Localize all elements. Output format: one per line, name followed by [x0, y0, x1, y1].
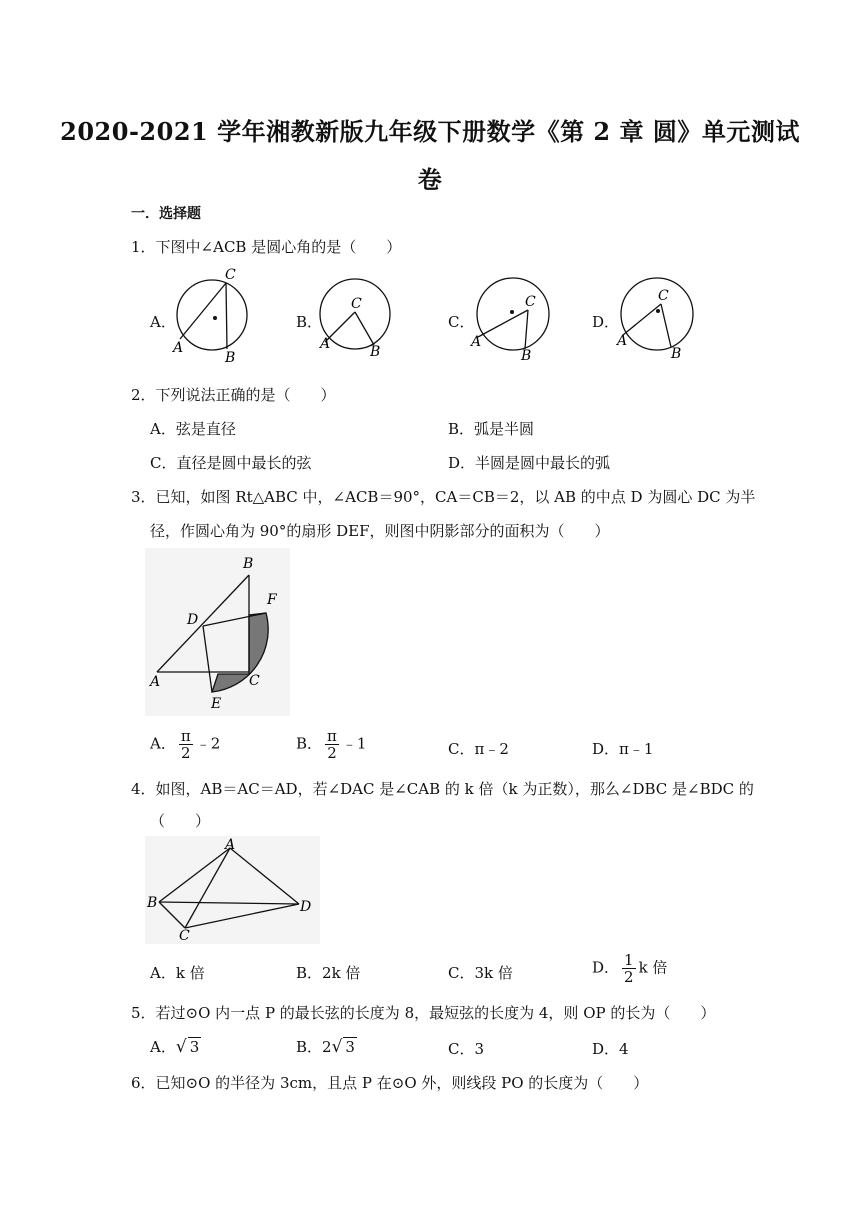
page-title-line1: 2020-2021 学年湘教新版九年级下册数学《第 2 章 圆》单元测试 [60, 117, 800, 146]
svg-text:F: F [267, 592, 277, 608]
question-3-number: 3． [131, 488, 156, 506]
question-2 [131, 384, 336, 405]
question-2-text: 下列说法正确的是（ ） [155, 386, 336, 404]
question-6 [131, 1072, 648, 1093]
svg-text:A: A [150, 674, 161, 690]
q3-option-c: C．π﹣2 [448, 740, 509, 758]
svg-text:C: C [525, 294, 536, 310]
q1-figure-b [315, 272, 400, 362]
svg-text:A: A [225, 837, 236, 853]
q5-option-b: B．2√ 3 [296, 1037, 355, 1057]
svg-text:C: C [249, 673, 260, 689]
svg-text:C: C [179, 928, 190, 944]
question-4-line1 [131, 778, 754, 799]
q3-option-b: B． $\frac{\pi}{2}$ ﹣1 [296, 727, 367, 762]
q3-figure [145, 548, 290, 716]
label-b: B [225, 350, 236, 364]
question-4-line2: （ ） [150, 812, 211, 830]
svg-text:C: C [351, 296, 362, 312]
svg-text:B: B [370, 344, 381, 360]
svg-text:A: A [617, 333, 628, 349]
question-6-number: 6． [131, 1074, 156, 1092]
question-2-number: 2． [131, 386, 156, 404]
q5-option-a: A．√ 3 [150, 1037, 200, 1057]
question-3-line2: 径，作圆心角为 90°的扇形 DEF，则图中阴影部分的面积为（ ） [150, 522, 610, 540]
svg-text:B: B [671, 346, 682, 362]
label-a: A [173, 340, 184, 356]
svg-text:A: A [471, 334, 482, 350]
q1-option-d-label: D． [592, 313, 620, 331]
q1-figure-d [613, 272, 703, 364]
q5-option-d: D．4 [592, 1040, 629, 1058]
q1-option-a-label: A． [150, 313, 176, 331]
question-5-number: 5． [131, 1004, 156, 1022]
q1-option-c-label: C． [448, 313, 475, 331]
q2-option-b: B．弧是半圆 [448, 420, 535, 438]
svg-text:B: B [147, 895, 158, 911]
question-3-text-1: 已知，如图 Rt△ABC 中，∠ACB＝90°，CA＝CB＝2，以 AB 的中点 D 为圆心 DC 为半 [155, 488, 756, 506]
svg-text:E: E [211, 696, 222, 712]
svg-text:C: C [658, 288, 669, 304]
question-1-text: 下图中∠ACB 是圆心角的是（ ） [155, 238, 402, 256]
q4-figure [145, 836, 320, 944]
svg-text:D: D [300, 899, 312, 915]
label-c: C [225, 267, 236, 283]
circle-shape [177, 280, 247, 350]
question-1 [131, 236, 401, 257]
svg-text:B: B [243, 556, 254, 572]
question-5-text: 若过⊙O 内一点 P 的最长弦的长度为 8，最短弦的长度为 4，则 OP 的长为（ ） [155, 1004, 716, 1022]
svg-text:B: B [521, 348, 532, 364]
question-4-number: 4． [131, 780, 156, 798]
q1-figure-c [468, 272, 558, 364]
q2-option-d: D．半圆是圆中最长的弧 [448, 454, 611, 472]
q5-option-c: C．3 [448, 1040, 485, 1058]
q4-option-c: C．3k 倍 [448, 964, 513, 982]
question-5 [131, 1002, 715, 1023]
question-6-text: 已知⊙O 的半径为 3cm，且点 P 在⊙O 外，则线段 PO 的长度为（ ） [155, 1074, 649, 1092]
question-3-line1 [131, 486, 755, 507]
q4-option-a: A．k 倍 [150, 964, 205, 982]
q3-option-a: A． $\frac{\pi}{2}$ ﹣2 [150, 727, 221, 762]
page-title-line2: 卷 [417, 165, 443, 194]
svg-text:A: A [320, 336, 331, 352]
svg-text:D: D [187, 612, 199, 628]
q4-option-d: D． $\frac{1}{2}$ k 倍 [592, 951, 668, 986]
q3-option-d: D．π﹣1 [592, 740, 654, 758]
section-heading: 一．选择题 [131, 206, 201, 222]
q1-figure-a [170, 266, 255, 364]
q2-option-c: C．直径是圆中最长的弦 [150, 454, 312, 472]
q4-option-b: B．2k 倍 [296, 964, 361, 982]
question-4-text-1: 如图，AB＝AC＝AD，若∠DAC 是∠CAB 的 k 倍（k 为正数），那么∠DBC 是∠BDC 的 [155, 780, 754, 798]
q2-option-a: A．弦是直径 [150, 420, 236, 438]
question-1-number: 1． [131, 238, 156, 256]
q1-option-b-label: B． [296, 313, 323, 331]
